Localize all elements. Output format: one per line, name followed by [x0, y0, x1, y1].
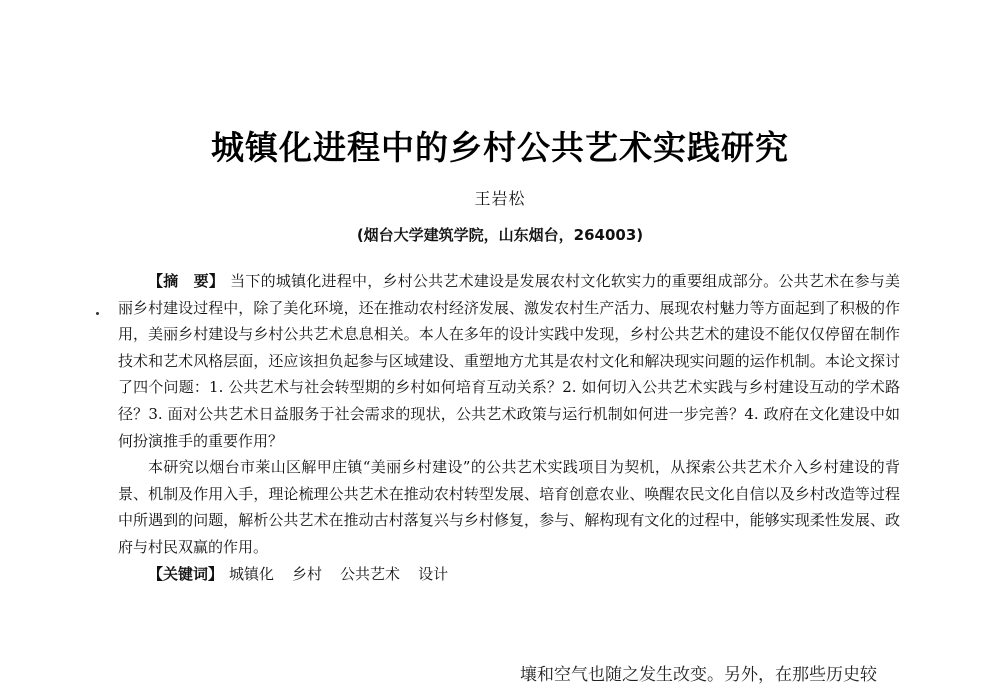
keyword-3: 公共艺术: [340, 564, 401, 583]
keyword-4: 设计: [418, 564, 449, 583]
keyword-1: 城镇化: [229, 564, 275, 583]
abstract-label: 【摘 要】: [148, 272, 225, 290]
author-name: 王岩松: [474, 189, 526, 208]
abstract-paragraph-2: 本研究以烟台市莱山区解甲庄镇“美丽乡村建设”的公共艺术实践项目为契机，从探索公共艺术介入乡村建设的背景、机制及作用入手，理论梳理公共艺术在推动农村转型发展、培育创意农业、唤醒农民文化自信以及乡村改造等过程中所遇到的问题，解析公共艺术在推动古村落复兴与乡村修复，参与、解构现有文化的过程中，能够实现柔性发展、政府与村民双赢的作用。: [118, 458, 900, 556]
abstract-section: [118, 268, 900, 587]
paper-title: 城镇化进程中的乡村公共艺术实践研究: [211, 128, 789, 167]
keyword-2: 乡村: [292, 564, 323, 583]
author-affiliation: (烟台大学建筑学院，山东烟台，264003): [356, 226, 644, 244]
keywords-label: 【关键词】: [148, 564, 224, 583]
body-text-fragment: 壤和空气也随之发生改变。另外，在那些历史较: [520, 665, 877, 685]
abstract-text-1: 当下的城镇化进程中，乡村公共艺术建设是发展农村文化软实力的重要组成部分。公共艺术在参与美丽乡村建设过程中，除了美化环境，还在推动农村经济发展、激发农村生产活力、展现农村魅力等方面起到了积极的作用，美丽乡村建设与乡村公共艺术息息相关。本人在多年的设计实践中发现，乡村公共艺术的建设不能仅仅停留在制作技术和艺术风格层面，还应该担负起参与区域建设、重塑地方尤其是农村文化和解决现实问题的运作机制。本论文探讨了四个问题：1. 公共艺术与社会转型期的乡村如何培育互动关系？2. 如何切入公共艺术实践与乡村建设互动的学术路径？3. 面对公共艺术日益服务于社会需求的现状，公共艺术政策与运行机制如何进一步完善？4. 政府在文化建设中如何扮演推手的重要作用？: [118, 272, 900, 450]
abstract-paragraph-1: [118, 268, 900, 454]
keywords-line: [118, 561, 900, 588]
scan-speck: [96, 312, 99, 315]
